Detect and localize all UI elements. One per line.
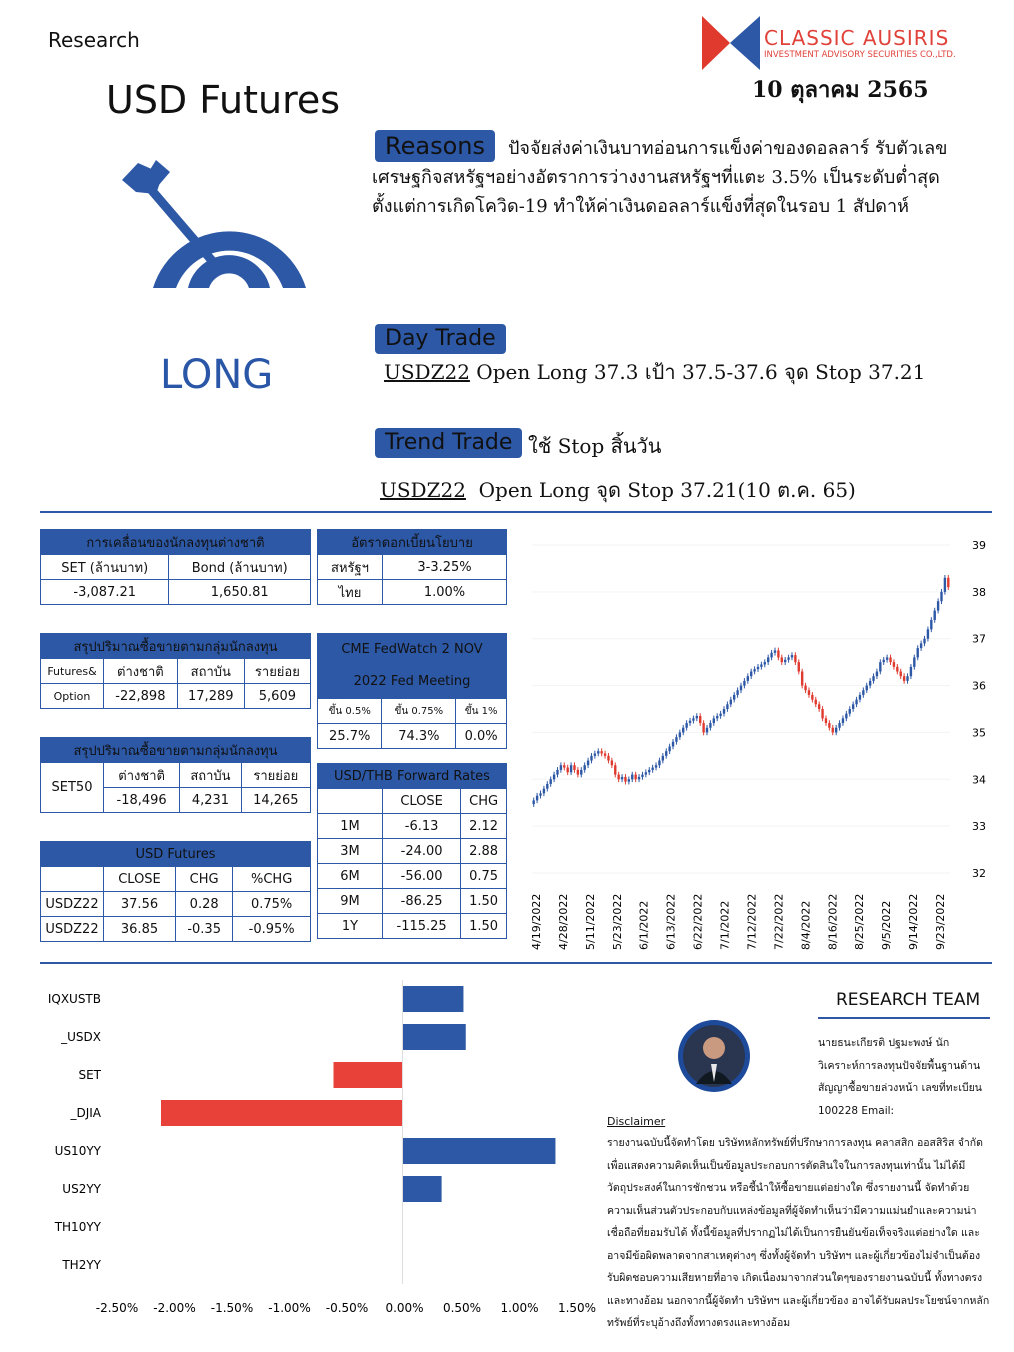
candle	[699, 716, 701, 723]
fedwatch-title1: CME FedWatch 2 NOV	[341, 642, 483, 657]
usd-futures-symbol: USDZ22	[41, 892, 104, 917]
forward-title: USD/THB Forward Rates	[318, 764, 507, 789]
candle	[655, 765, 657, 767]
candle	[815, 700, 817, 705]
fedwatch-h2: ขึ้น 0.75%	[382, 699, 456, 724]
candle	[658, 761, 660, 766]
candle	[866, 686, 868, 691]
candle	[845, 714, 847, 719]
research-label: Research	[48, 28, 140, 52]
candle	[706, 728, 708, 733]
set50-v1: -18,496	[104, 788, 180, 813]
forward-tenor: 1Y	[318, 914, 383, 939]
candle	[883, 660, 885, 662]
candle	[546, 784, 548, 789]
disclaimer-title: Disclaimer	[607, 1115, 666, 1128]
day-trade-tag: Day Trade	[375, 324, 506, 354]
x-tick-label: 0.00%	[385, 1301, 424, 1315]
candle	[862, 690, 864, 695]
forward-close: -56.00	[383, 864, 461, 889]
x-tick-label: 8/16/2022	[826, 893, 840, 950]
candle	[920, 643, 922, 648]
x-tick-label: 4/19/2022	[530, 893, 543, 950]
bar-chart	[30, 975, 597, 1325]
candle	[869, 681, 871, 686]
candle	[923, 639, 925, 644]
candle	[944, 578, 946, 592]
set50-v2: 4,231	[180, 788, 241, 813]
candle	[597, 751, 599, 753]
candle	[910, 667, 912, 676]
foreign-v1: -3,087.21	[41, 580, 169, 605]
fedwatch-table	[317, 633, 507, 749]
candle	[917, 648, 919, 657]
candle	[859, 695, 861, 700]
brand-name: CLASSIC AUSIRIS	[764, 26, 950, 50]
candle	[645, 772, 647, 774]
candle	[774, 650, 776, 652]
x-tick-label: 6/13/2022	[664, 893, 678, 950]
x-tick-label: 5/23/2022	[610, 893, 624, 950]
futures-summary-table	[40, 633, 311, 709]
candle	[913, 657, 915, 666]
candle	[794, 655, 796, 662]
y-tick-label: 39	[972, 539, 986, 552]
candle	[560, 765, 562, 770]
candle	[750, 672, 752, 677]
category-label: IQXUSTB	[47, 992, 101, 1006]
candle	[832, 728, 834, 733]
set50-v3: 14,265	[241, 788, 310, 813]
candle	[583, 765, 585, 770]
foreign-v2: 1,650.81	[169, 580, 311, 605]
candle	[767, 657, 769, 662]
forward-close: -86.25	[383, 889, 461, 914]
candle	[726, 704, 728, 709]
candle	[764, 662, 766, 664]
candle	[804, 686, 806, 691]
usd-futures-pct: -0.95%	[233, 917, 311, 942]
table-row	[318, 914, 507, 939]
policy-r2: ไทย	[318, 580, 383, 605]
candle	[577, 770, 579, 775]
candle	[651, 768, 653, 770]
fedwatch-v3: 0.0%	[456, 724, 507, 749]
usd-futures-symbol: USDZ22	[41, 917, 104, 942]
x-tick-label: 1.50%	[557, 1301, 597, 1315]
fedwatch-v2: 74.3%	[382, 724, 456, 749]
candle	[641, 775, 643, 777]
candle	[842, 718, 844, 723]
forward-chg: 0.75	[461, 864, 507, 889]
y-tick-label: 35	[972, 726, 986, 740]
candle	[770, 653, 772, 658]
candle	[672, 742, 674, 747]
forward-h1: CLOSE	[383, 789, 461, 814]
candle	[536, 796, 538, 801]
futures-label1: Futures&	[41, 659, 104, 684]
candle	[760, 664, 762, 666]
x-tick-label: 5/11/2022	[583, 893, 597, 950]
category-label: SET	[78, 1068, 101, 1082]
y-tick-label: 34	[972, 773, 986, 787]
candle	[624, 777, 626, 782]
candle	[662, 756, 664, 761]
signal-direction: LONG	[160, 352, 274, 398]
report-date: 10 ตุลาคม 2565	[752, 77, 929, 103]
candle	[811, 695, 813, 700]
candle	[852, 704, 854, 709]
candle	[709, 723, 711, 728]
forward-tenor: 1M	[318, 814, 383, 839]
x-tick-label: -0.50%	[325, 1301, 369, 1315]
candle	[634, 775, 636, 780]
usd-futures-table	[40, 841, 311, 942]
fedwatch-h1: ขึ้น 0.5%	[318, 699, 382, 724]
forward-chg: 2.12	[461, 814, 507, 839]
usd-futures-chg: 0.28	[176, 892, 233, 917]
candle	[631, 775, 633, 780]
candle	[532, 800, 534, 804]
divider-top	[40, 511, 992, 513]
futures-label2: Option	[41, 684, 104, 709]
foreign-flow-table	[40, 529, 311, 605]
candle	[801, 672, 803, 686]
forward-tenor: 9M	[318, 889, 383, 914]
x-tick-label: 8/25/2022	[853, 893, 867, 950]
x-tick-label: -1.50%	[210, 1301, 254, 1315]
candle	[798, 662, 800, 671]
candle	[689, 721, 691, 723]
x-tick-label: 8/4/2022	[799, 900, 813, 950]
fedwatch-v1: 25.7%	[318, 724, 382, 749]
x-tick-label: -2.00%	[153, 1301, 196, 1315]
policy-rate-table	[317, 529, 507, 605]
candle	[787, 657, 789, 659]
set50-summary-table	[40, 737, 311, 813]
futures-h2: สถาบัน	[177, 659, 244, 684]
candle	[937, 601, 939, 610]
y-tick-label: 32	[972, 867, 986, 880]
candle	[753, 669, 755, 671]
brand-subtitle: INVESTMENT ADVISORY SECURITIES CO.,LTD.	[764, 50, 956, 60]
candle	[580, 770, 582, 775]
forward-close: -6.13	[383, 814, 461, 839]
x-tick-label: 6/1/2022	[637, 900, 651, 950]
y-tick-label: 38	[972, 585, 986, 599]
foreign-col2: Bond (ล้านบาท)	[169, 555, 311, 580]
futures-v1: -22,898	[104, 684, 178, 709]
candle	[736, 690, 738, 695]
category-label: US10YY	[54, 1144, 101, 1158]
logo-red-triangle	[702, 16, 730, 70]
x-tick-label: 9/14/2022	[907, 893, 921, 950]
x-tick-label: 4/28/2022	[556, 893, 570, 950]
trend-trade-symbol: USDZ22	[380, 478, 466, 502]
divider-bottom	[40, 962, 992, 964]
candle	[903, 676, 905, 681]
candle	[604, 754, 606, 756]
avatar	[676, 1018, 752, 1094]
candle	[556, 770, 558, 775]
fedwatch-h3: ขึ้น 1%	[456, 699, 507, 724]
candle	[617, 775, 619, 780]
usd-futures-h3: %CHG	[233, 867, 311, 892]
target-icon	[108, 158, 313, 293]
usd-futures-pct: 0.75%	[233, 892, 311, 917]
candle	[723, 709, 725, 714]
candle	[934, 611, 936, 620]
table-row	[41, 917, 311, 942]
set50-h1: ต่างชาติ	[104, 763, 180, 788]
candle	[781, 657, 783, 662]
forward-chg: 2.88	[461, 839, 507, 864]
x-tick-label: 0.50%	[442, 1301, 482, 1315]
forward-tenor: 3M	[318, 839, 383, 864]
candle	[876, 672, 878, 677]
candle	[791, 655, 793, 657]
policy-title: อัตราดอกเบี้ยนโยบาย	[318, 530, 507, 555]
logo-blue-triangle	[730, 16, 760, 70]
candle	[900, 672, 902, 677]
y-tick-label: 33	[972, 820, 986, 834]
table-row	[318, 889, 507, 914]
company-logo	[700, 14, 762, 72]
candle	[587, 761, 589, 766]
x-tick-label: 7/1/2022	[718, 900, 732, 950]
candle	[566, 768, 568, 773]
usd-futures-h2: CHG	[176, 867, 233, 892]
analyst-info: นายธนะเกียรติ ปฐมะพงษ์ นักวิเคราะห์การลงทุนปัจจัยพื้นฐานด้านสัญญาซื้อขายล่วงหน้า เลขที่ทะเบียน 100228 Email:	[818, 1037, 982, 1117]
forward-close: -115.25	[383, 914, 461, 939]
category-label: TH2YY	[62, 1258, 101, 1272]
table-row	[318, 839, 507, 864]
candle	[713, 718, 715, 723]
candle	[648, 770, 650, 772]
reasons-tag: Reasons	[375, 130, 495, 162]
candle	[621, 777, 623, 779]
candle	[825, 718, 827, 723]
category-label: _DJIA	[70, 1106, 101, 1120]
candle	[757, 667, 759, 669]
candle	[930, 620, 932, 629]
policy-r2v: 1.00%	[383, 580, 507, 605]
usd-futures-close: 37.56	[104, 892, 176, 917]
policy-r1v: 3-3.25%	[383, 555, 507, 580]
disclaimer-text: รายงานฉบับนี้จัดทำโดย บริษัทหลักทรัพย์ที่ปรึกษาการลงทุน คลาสสิก ออสสิริส จำกัด เพื่อแสดงความคิดเห็นเป็นข้อมูลประกอบการตัดสินใจในการลงทุนเท่านั้น ไม่ได้มีวัตถุประสงค์ในการชักชวน หรือชี้นำให้ซื้อขายแต่อย่างใด ซึ่งรายงานนี้ จัดทำด้วยความเห็นส่วนตัวประกอบกับแหล่งข้อมูลที่ผู้จัดทำเห็นว่ามีความแม่นยำและความน่าเชื่อถือที่ยอมรับได้ ทั้งนี้ข้อมูลที่ปรากฏไม่ได้เป็นการยืนยันข้อเท็จจริงแต่อย่างใด และอาจมีข้อผิดพลาดจากสาเหตุต่างๆ ซึ่งทั้งผู้จัดทำ บริษัทฯ และผู้เกี่ยวข้องไม่จำเป็นต้องรับผิดชอบความเสียหายที่อาจ เกิดเนื่องมาจากส่วนใดๆของรายงานฉบับนี้ ทั้งทางตรงและทางอ้อม นอกจากนี้ผู้จัดทำ บริษัทฯ และผู้เกี่ยวข้อง อาจได้รับผลประโยชน์จากหลักทรัพย์ที่ระบุอ้างถึงทั้งทางตรงและทางอ้อม	[607, 1137, 990, 1329]
futures-h1: ต่างชาติ	[104, 659, 178, 684]
table-row	[41, 892, 311, 917]
team-underline	[818, 1017, 990, 1019]
table-row	[318, 864, 507, 889]
candle	[675, 737, 677, 742]
x-tick-label: 7/22/2022	[772, 893, 786, 950]
candle	[893, 662, 895, 667]
bar	[403, 1138, 556, 1164]
category-label: TH10YY	[54, 1220, 101, 1234]
x-tick-label: 1.00%	[500, 1301, 539, 1315]
candle	[886, 657, 888, 659]
usd-futures-title: USD Futures	[41, 842, 311, 867]
trend-trade-tag: Trend Trade	[375, 428, 522, 458]
candle	[747, 676, 749, 681]
bar	[161, 1100, 403, 1126]
candle	[906, 676, 908, 681]
candle	[638, 777, 640, 779]
candle	[740, 686, 742, 691]
candle	[668, 746, 670, 751]
trend-trade-text	[380, 474, 856, 506]
candle	[702, 723, 704, 732]
category-label: _USDX	[61, 1030, 101, 1044]
foreign-col1: SET (ล้านบาท)	[41, 555, 169, 580]
candle	[855, 700, 857, 705]
usd-futures-chg: -0.35	[176, 917, 233, 942]
x-tick-label: 6/22/2022	[691, 893, 705, 950]
candle	[692, 718, 694, 720]
candle	[743, 681, 745, 686]
futures-h3: รายย่อย	[244, 659, 310, 684]
fedwatch-title	[318, 634, 507, 699]
y-tick-label: 36	[972, 679, 986, 693]
forward-rates-table	[317, 763, 507, 939]
candle	[947, 578, 949, 587]
day-trade-symbol: USDZ22	[384, 360, 470, 384]
candle	[730, 700, 732, 705]
futures-v2: 17,289	[177, 684, 244, 709]
candle	[682, 728, 684, 733]
day-trade-detail: Open Long 37.3 เป้า 37.5-37.6 จุด Stop 37.21	[476, 360, 926, 384]
x-tick-label: 9/5/2022	[880, 900, 894, 950]
reasons-text: ปัจจัยส่งค่าเงินบาทอ่อนการแข็งค่าของดอลลาร์ รับตัวเลขเศรษฐกิจสหรัฐฯอย่างอัตราการว่างงานสหรัฐฯที่แตะ 3.5% เป็นระดับต่ำสุดตั้งแต่การเกิดโควิด-19 ทำให้ค่าเงินดอลลาร์แข็งที่สุดในรอบ 1 สัปดาห์	[372, 138, 948, 217]
candle	[563, 765, 565, 767]
candle	[614, 765, 616, 774]
candle	[872, 676, 874, 681]
candle	[539, 793, 541, 795]
candle	[628, 779, 630, 781]
bar	[403, 1176, 442, 1202]
day-trade-text	[384, 356, 925, 388]
category-label: US2YY	[62, 1182, 101, 1196]
candlestick-chart	[520, 530, 1000, 960]
candle	[665, 751, 667, 756]
y-tick-label: 37	[972, 632, 986, 646]
candle	[818, 704, 820, 709]
candle	[835, 728, 837, 733]
forward-close: -24.00	[383, 839, 461, 864]
candle	[838, 723, 840, 728]
candle	[600, 751, 602, 753]
candle	[685, 723, 687, 728]
candle	[940, 592, 942, 601]
candle	[573, 765, 575, 770]
futures-summary-title: สรุปปริมาณซื้อขายตามกลุ่มนักลงทุน	[41, 634, 311, 659]
candle	[808, 690, 810, 695]
candle	[719, 714, 721, 716]
trend-trade-detail: Open Long จุด Stop 37.21(10 ต.ค. 65)	[478, 478, 856, 502]
candle	[889, 657, 891, 662]
bar	[403, 986, 464, 1012]
candle	[611, 761, 613, 766]
policy-r1: สหรัฐฯ	[318, 555, 383, 580]
set50-h3: รายย่อย	[241, 763, 310, 788]
candle	[549, 779, 551, 784]
forward-chg: 1.50	[461, 889, 507, 914]
candle	[849, 709, 851, 714]
x-tick-label: 9/23/2022	[934, 893, 947, 950]
bar	[334, 1062, 403, 1088]
candle	[570, 765, 572, 772]
set50-h2: สถาบัน	[180, 763, 241, 788]
candle	[784, 660, 786, 662]
candle	[607, 756, 609, 761]
candle	[879, 662, 881, 671]
candle	[716, 716, 718, 718]
usd-futures-h1: CLOSE	[104, 867, 176, 892]
candle	[696, 716, 698, 718]
candle	[590, 756, 592, 761]
candle	[543, 789, 545, 794]
candle	[553, 775, 555, 780]
table-row	[318, 814, 507, 839]
candle	[594, 754, 596, 756]
foreign-title: การเคลื่อนของนักลงทุนต่างชาติ	[41, 530, 311, 555]
forward-chg: 1.50	[461, 914, 507, 939]
x-tick-label: 7/12/2022	[745, 893, 759, 950]
trend-trade-note: ใช้ Stop สิ้นวัน	[528, 434, 662, 458]
usd-futures-close: 36.85	[104, 917, 176, 942]
candle	[679, 732, 681, 737]
candle	[821, 709, 823, 718]
candle	[828, 723, 830, 728]
forward-h2: CHG	[461, 789, 507, 814]
x-tick-label: -1.00%	[268, 1301, 311, 1315]
set50-title: สรุปปริมาณซื้อขายตามกลุ่มนักลงทุน	[41, 738, 311, 763]
page-title: USD Futures	[106, 78, 341, 122]
forward-tenor: 6M	[318, 864, 383, 889]
candle	[777, 650, 779, 657]
research-team-title: RESEARCH TEAM	[836, 990, 981, 1010]
x-tick-label: -2.50%	[95, 1301, 139, 1315]
fedwatch-title2: 2022 Fed Meeting	[353, 674, 471, 689]
bar	[403, 1024, 466, 1050]
futures-v3: 5,609	[244, 684, 310, 709]
candle	[927, 629, 929, 638]
candle	[733, 695, 735, 700]
set50-label: SET50	[41, 763, 104, 813]
candle	[896, 667, 898, 672]
